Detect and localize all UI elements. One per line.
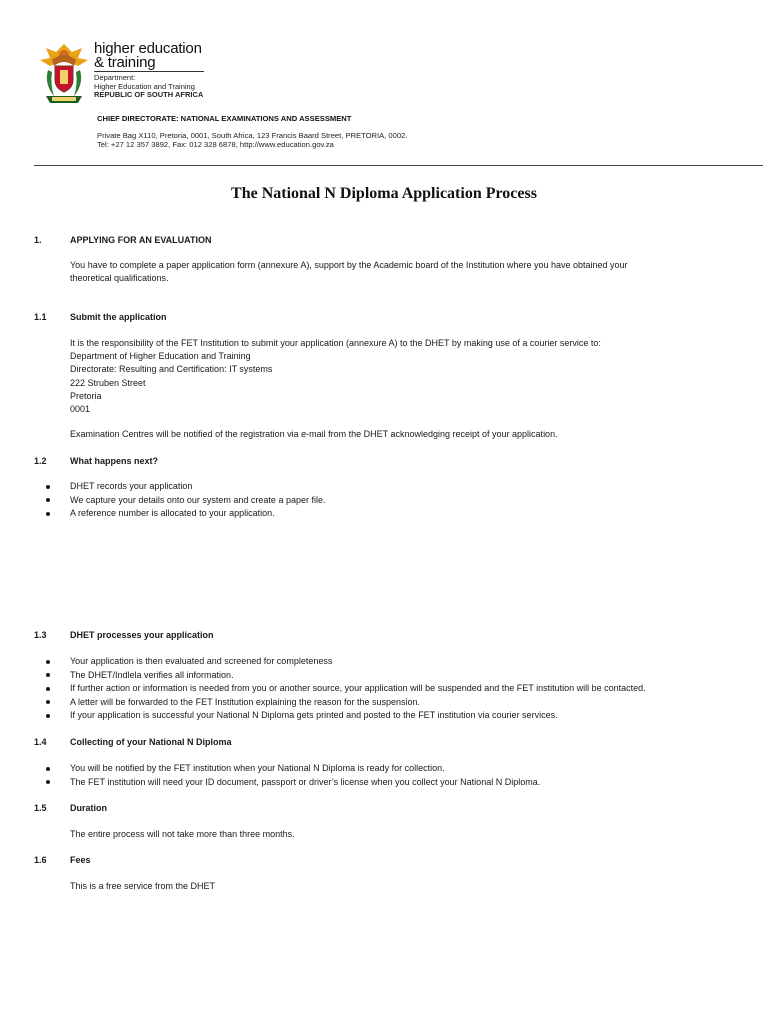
list-item: We capture your details onto our system and create a paper file. bbox=[70, 494, 750, 508]
section-heading: APPLYING FOR AN EVALUATION bbox=[70, 235, 212, 245]
directorate-heading: CHIEF DIRECTORATE: NATIONAL EXAMINATIONS AND ASSESSMENT bbox=[97, 114, 352, 123]
section-heading: Fees bbox=[70, 855, 91, 865]
body-line: 222 Struben Street bbox=[70, 377, 146, 388]
bullet-list bbox=[70, 655, 750, 723]
list-item: If your application is successful your National N Diploma gets printed and posted to the FET institution via courier services. bbox=[70, 709, 750, 723]
list-item: If further action or information is needed from you or another source, your application will be suspended and the FET institution will be contacted. bbox=[70, 682, 750, 696]
body-line: It is the responsibility of the FET Institution to submit your application (annexure A) to the DHET by making use of a courier service to: bbox=[70, 338, 601, 348]
list-item: DHET records your application bbox=[70, 480, 750, 494]
list-item: A letter will be forwarded to the FET Institution explaining the reason for the suspension. bbox=[70, 696, 750, 710]
courier-address-block bbox=[70, 337, 730, 416]
section-number: 1.3 bbox=[34, 630, 47, 640]
section-number: 1.4 bbox=[34, 737, 47, 747]
list-item: The FET institution will need your ID document, passport or driver’s license when you collect your National N Diploma. bbox=[70, 776, 750, 790]
bullet-list bbox=[70, 480, 750, 521]
country-name: REPUBLIC OF SOUTH AFRICA bbox=[94, 90, 204, 100]
body-line: Directorate: Resulting and Certification: IT systems bbox=[70, 364, 273, 375]
body-line: 0001 bbox=[70, 404, 91, 415]
duration-text: The entire process will not take more than three months. bbox=[70, 829, 295, 839]
brand-divider bbox=[94, 71, 204, 72]
section-number: 1.6 bbox=[34, 855, 47, 865]
department-brand bbox=[94, 42, 202, 70]
section-number: 1.5 bbox=[34, 803, 47, 813]
notification-note: Examination Centres will be notified of the registration via e-mail from the DHET acknowledging receipt of your application. bbox=[70, 429, 558, 439]
body-line: Pretoria bbox=[70, 390, 102, 401]
list-item: Your application is then evaluated and screened for completeness bbox=[70, 655, 750, 669]
body-line: You have to complete a paper application form (annexure A), support by the Academic board of the Institution where you have obtained your bbox=[70, 260, 628, 270]
fees-text: This is a free service from the DHET bbox=[70, 881, 216, 891]
body-line: Department of Higher Education and Training bbox=[70, 351, 251, 362]
section-number: 1.2 bbox=[34, 456, 47, 466]
section-heading: Collecting of your National N Diploma bbox=[70, 737, 232, 747]
section-heading: DHET processes your application bbox=[70, 630, 214, 640]
body-line: theoretical qualifications. bbox=[70, 273, 169, 284]
section-heading: What happens next? bbox=[70, 456, 159, 466]
coat-of-arms-icon bbox=[38, 40, 90, 108]
document-title: The National N Diploma Application Process bbox=[231, 185, 537, 202]
section-number: 1. bbox=[34, 235, 42, 245]
department-name: Higher Education and Training bbox=[94, 81, 195, 91]
section-number: 1.1 bbox=[34, 312, 47, 322]
brand-line-1: higher education bbox=[94, 40, 202, 57]
list-item: You will be notified by the FET institution when your National N Diploma is ready for collection. bbox=[70, 762, 750, 776]
contact-line: Tel: +27 12 357 3892, Fax: 012 328 6878, http://www.education.gov.za bbox=[97, 140, 334, 149]
contact-address bbox=[97, 131, 407, 149]
header-divider bbox=[34, 165, 763, 166]
list-item: The DHET/Indlela verifies all information. bbox=[70, 669, 750, 683]
list-item: A reference number is allocated to your application. bbox=[70, 507, 750, 521]
department-label: Department: bbox=[94, 73, 136, 82]
section-heading: Duration bbox=[70, 803, 107, 813]
section-heading: Submit the application bbox=[70, 312, 167, 322]
bullet-list bbox=[70, 762, 750, 789]
brand-line-2: & training bbox=[94, 54, 156, 71]
section-body bbox=[70, 259, 730, 285]
address-line: Private Bag X110, Pretoria, 0001, South Africa, 123 Francis Baard Street, PRETORIA, 0002. bbox=[97, 131, 408, 140]
department-details bbox=[94, 74, 203, 100]
